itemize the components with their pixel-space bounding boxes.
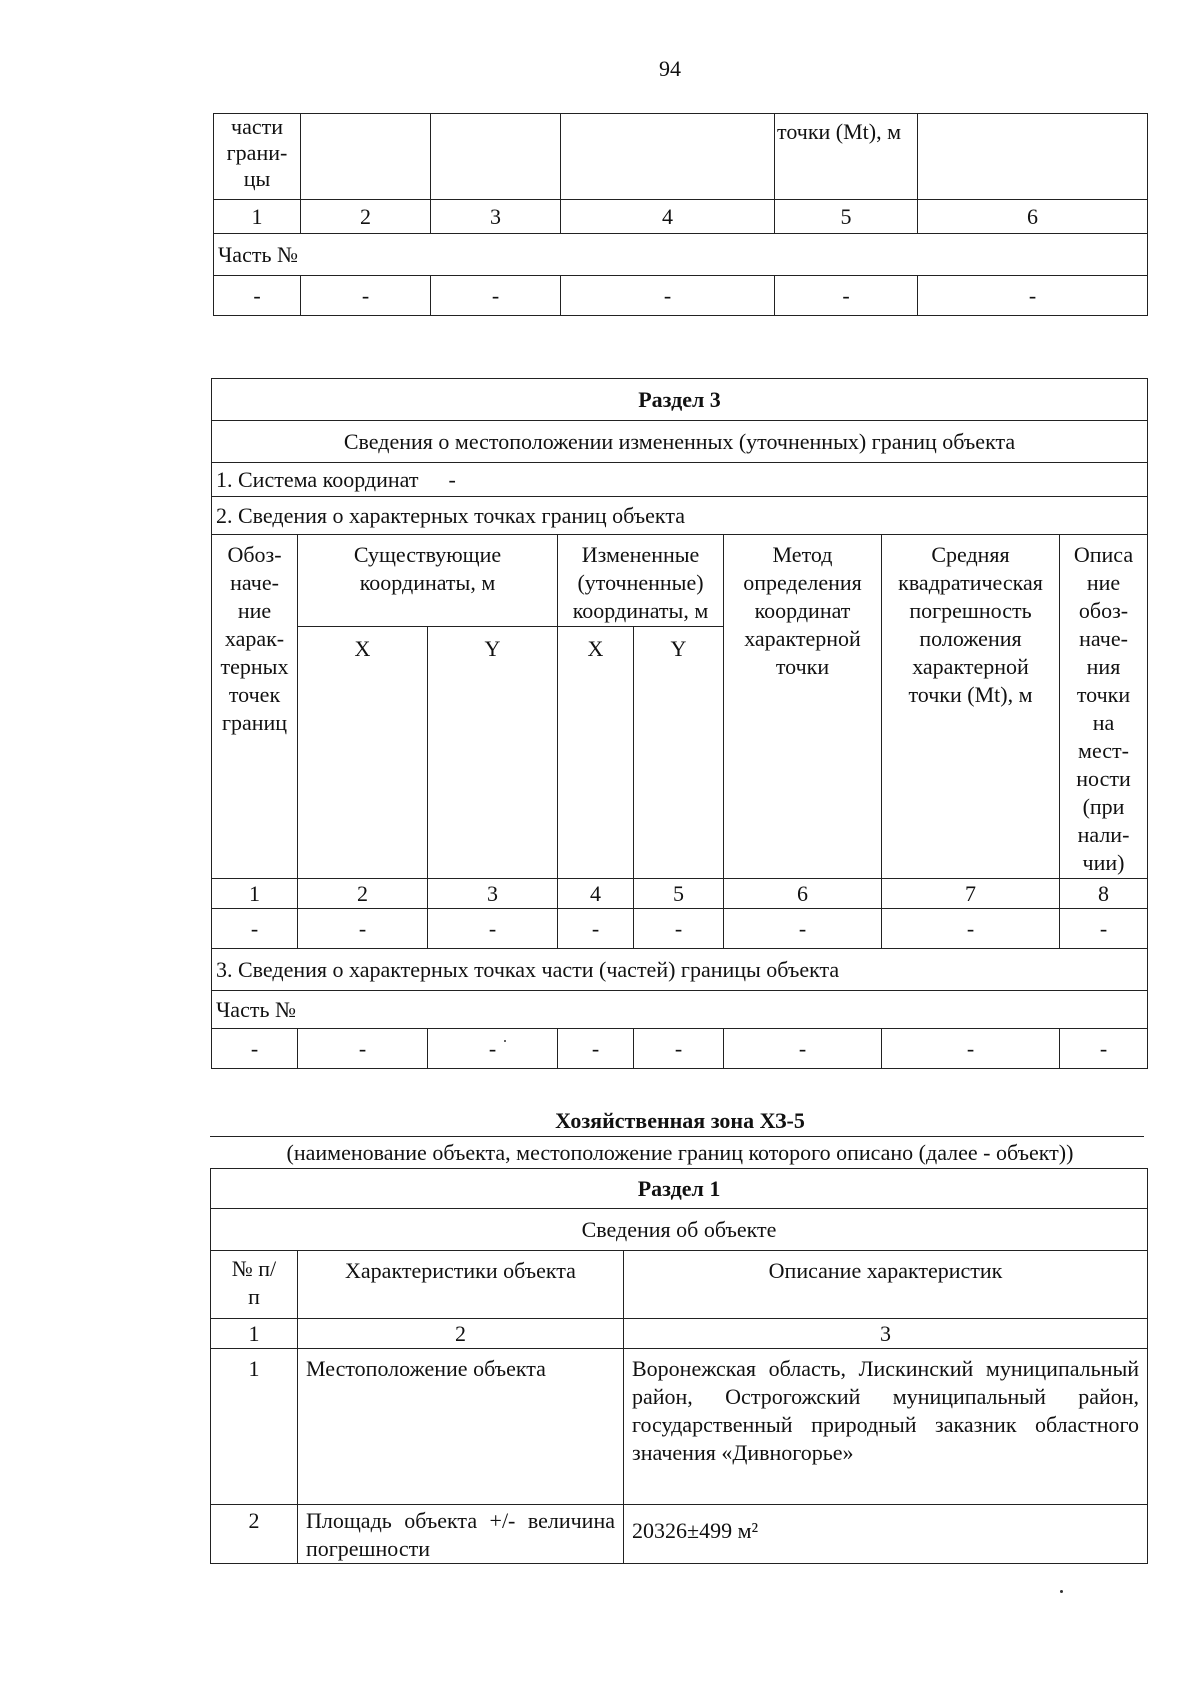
row-characteristic	[298, 1505, 624, 1564]
characteristic-points-label: 2. Сведения о характерных точках границ объекта	[212, 497, 1148, 535]
section3-title: Раздел 3	[212, 379, 1148, 421]
dash-cell: -	[561, 276, 775, 316]
col-number: 3	[431, 200, 561, 234]
scan-speck	[504, 1040, 506, 1042]
header-existing-coords: Существующие координаты, м	[298, 535, 558, 627]
header-description: Описа ние обоз-наче-ния точки на мест-ности (при нали-чии)	[1060, 535, 1148, 879]
section3-table	[211, 378, 1148, 1069]
coord-system-value: -	[448, 466, 456, 492]
part-number-label: Часть №	[214, 234, 1148, 276]
row-characteristic-text: Площадь объекта +/- величина погрешности	[306, 1508, 615, 1561]
col-number: 4	[561, 200, 775, 234]
col-number: 7	[882, 879, 1060, 909]
col-number: 3	[428, 879, 558, 909]
dash-cell: -	[428, 909, 558, 949]
header-cell-3	[431, 114, 561, 200]
col-number: 8	[1060, 879, 1148, 909]
col-number: 6	[918, 200, 1148, 234]
dash-cell: -	[918, 276, 1148, 316]
col-number: 4	[558, 879, 634, 909]
header-cell-6	[918, 114, 1148, 200]
header-x-existing: X	[298, 627, 428, 879]
row-value-text: Воронежская область, Лискинский муниципальный район, Острогожский муниципальный район, государственный природный заказник областного значения «Дивногорье»	[632, 1356, 1140, 1465]
header-x-changed: X	[558, 627, 634, 879]
col-number: 1	[211, 1319, 298, 1349]
header-changed-coords: Измененные (уточненные) координаты, м	[558, 535, 724, 627]
part-points-label: 3. Сведения о характерных точках части (частей) границы объекта	[212, 949, 1148, 991]
col-number: 2	[298, 879, 428, 909]
col-number: 5	[775, 200, 918, 234]
header-cell-4	[561, 114, 775, 200]
col-number: 5	[634, 879, 724, 909]
dash-cell: -	[212, 909, 298, 949]
dash-cell: -	[775, 276, 918, 316]
dash-cell: -	[298, 1029, 428, 1069]
header-method: Метод определения координат характерной точки	[724, 535, 882, 879]
section1-title: Раздел 1	[211, 1169, 1148, 1209]
dash-cell: -	[1060, 1029, 1148, 1069]
dash-cell: -	[634, 909, 724, 949]
dash-cell: -	[431, 276, 561, 316]
header-designation: Обоз-наче-ние харак-терных точек границ	[212, 535, 298, 879]
section1-subtitle: Сведения об объекте	[211, 1209, 1148, 1251]
part-number-label: Часть №	[212, 991, 1148, 1029]
header-y-changed: Y	[634, 627, 724, 879]
header-cell-2	[301, 114, 431, 200]
header-y-existing: Y	[428, 627, 558, 879]
zone-subtitle: (наименование объекта, местоположение границ которого описано (далее - объект))	[286, 1140, 1074, 1165]
continuation-table	[213, 113, 1148, 316]
dash-cell: -	[214, 276, 301, 316]
dash-cell: -	[882, 1029, 1060, 1069]
row-value	[624, 1349, 1148, 1505]
col-number: 2	[301, 200, 431, 234]
dash-cell: -	[212, 1029, 298, 1069]
header-part-of-border: части грани-цы	[214, 114, 301, 200]
row-characteristic: Местоположение объекта	[298, 1349, 624, 1505]
zone-title-underline	[210, 1136, 1144, 1137]
dash-cell: -	[634, 1029, 724, 1069]
dash-cell: -	[428, 1029, 558, 1069]
header-characteristics: Характеристики объекта	[298, 1251, 624, 1319]
dash-cell: -	[724, 909, 882, 949]
coord-system-label: 1. Система координат	[216, 466, 419, 492]
section3-subtitle: Сведения о местоположении измененных (уточненных) границ объекта	[212, 421, 1148, 463]
header-point-mt: точки (Mt), м	[775, 114, 918, 200]
col-number: 6	[724, 879, 882, 909]
col-number: 3	[624, 1319, 1148, 1349]
dash-cell: -	[558, 1029, 634, 1069]
row-value: 20326±499 м²	[624, 1505, 1148, 1564]
col-number: 1	[214, 200, 301, 234]
scan-speck	[1060, 1590, 1063, 1593]
section1-table	[210, 1168, 1148, 1564]
coord-system-row	[212, 463, 1148, 497]
dash-cell: -	[724, 1029, 882, 1069]
page-number: 94	[659, 56, 681, 81]
row-number: 1	[211, 1349, 298, 1505]
row-number: 2	[211, 1505, 298, 1564]
col-number: 2	[298, 1319, 624, 1349]
dash-cell: -	[882, 909, 1060, 949]
dash-cell: -	[298, 909, 428, 949]
header-rmse: Средняя квадратическая погрешность положения характерной точки (Mt), м	[882, 535, 1060, 879]
zone-title: Хозяйственная зона ХЗ-5	[555, 1108, 805, 1133]
dash-cell: -	[1060, 909, 1148, 949]
header-number: № п/п	[211, 1251, 298, 1319]
dash-cell: -	[301, 276, 431, 316]
header-description: Описание характеристик	[624, 1251, 1148, 1319]
col-number: 1	[212, 879, 298, 909]
dash-cell: -	[558, 909, 634, 949]
